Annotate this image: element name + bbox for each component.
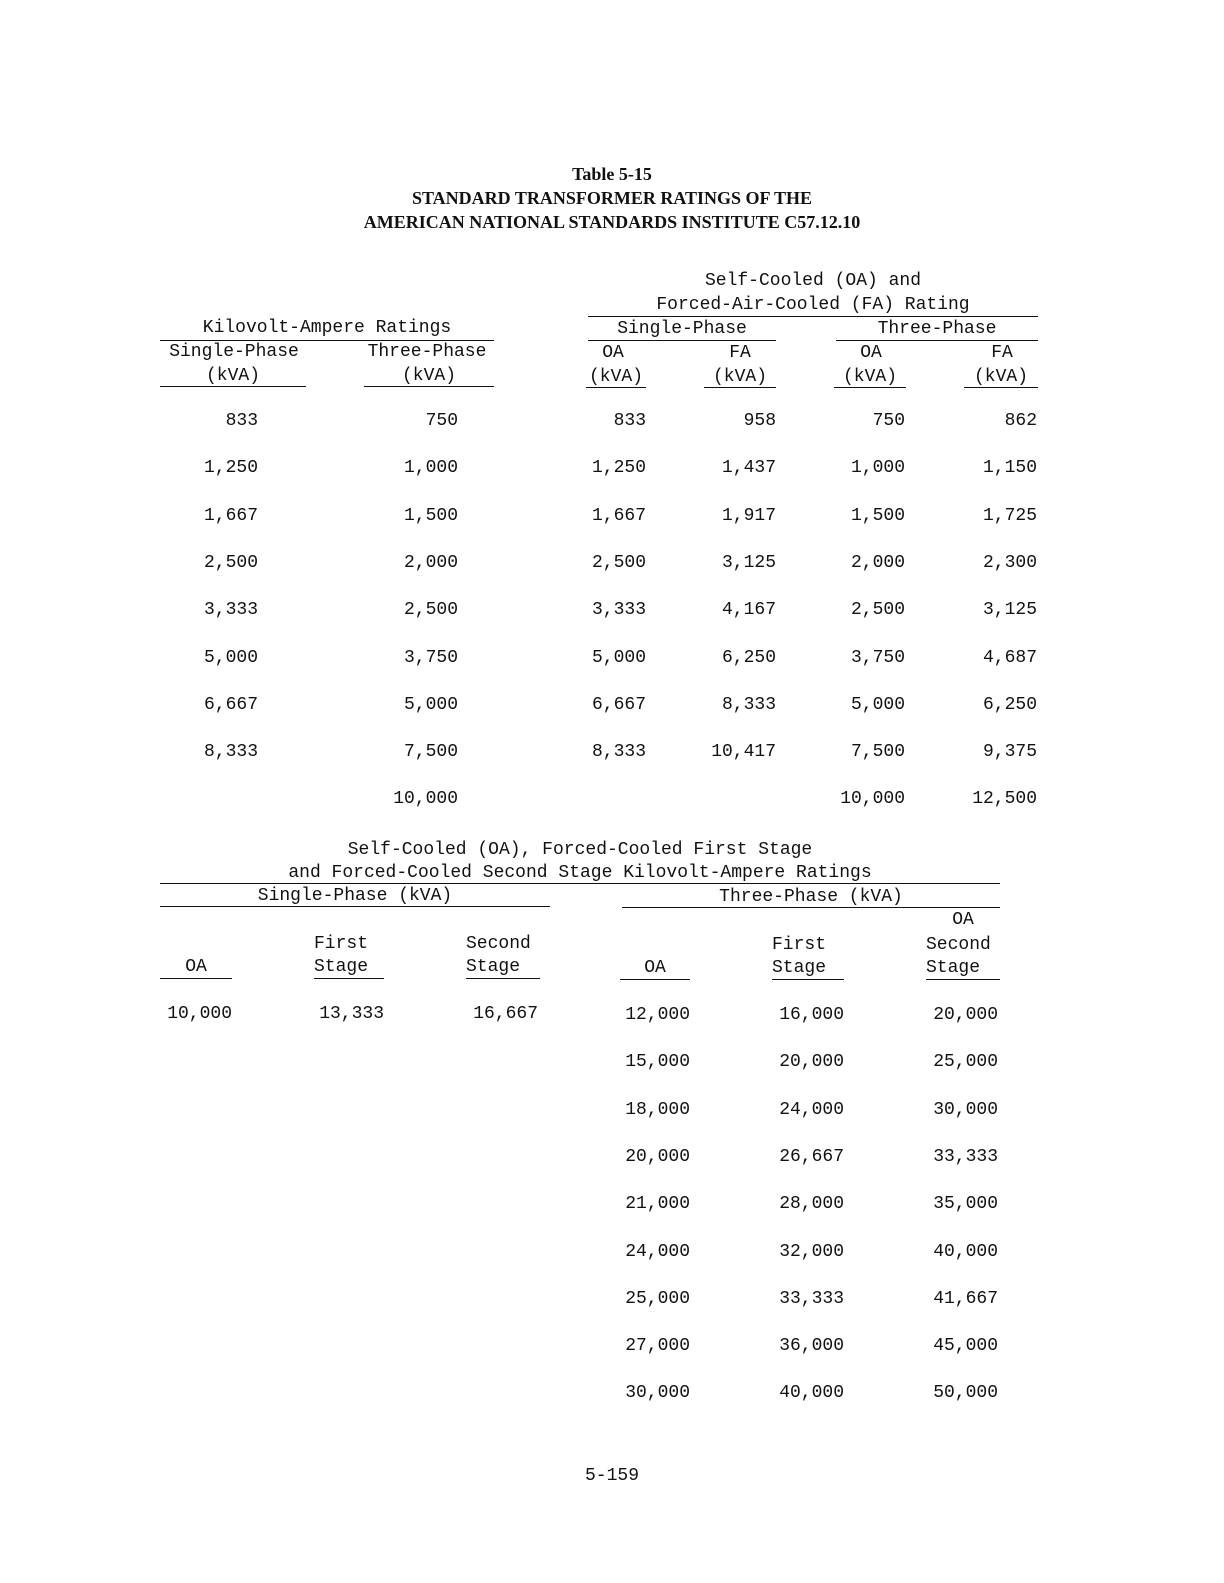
- table1-unit-5: (kVA): [842, 367, 897, 387]
- table2-col-rule-4: [620, 979, 690, 980]
- table2-three-cell: 35,000: [933, 1194, 998, 1215]
- table1-cell: 1,500: [403, 505, 458, 526]
- table2-left-group: Single-Phase (kVA): [257, 886, 453, 906]
- table1-cell: 1,150: [982, 458, 1037, 479]
- table2-three-cell: 15,000: [625, 1052, 690, 1073]
- table2-three-cell: 24,000: [779, 1099, 844, 1120]
- table2-three-cell: 36,000: [779, 1336, 844, 1357]
- table1-right-group-line1: Self-Cooled (OA) and: [704, 271, 922, 291]
- table2-col-first-top-1: First: [314, 934, 369, 954]
- table2-single-cell: 13,333: [319, 1004, 384, 1024]
- table2-three-cell: 12,000: [625, 1005, 690, 1025]
- table1-sub-three-rule: [836, 340, 1038, 341]
- table2-col-second-top-1: Second: [466, 934, 531, 954]
- table1-cell: 1,917: [721, 505, 776, 526]
- table1-cell: 3,333: [591, 600, 646, 621]
- table2-right-group-rule: [622, 907, 1000, 908]
- table1-cell: 5,000: [403, 694, 458, 715]
- table1-cell: 1,667: [591, 505, 646, 526]
- table1-cell: 750: [425, 411, 458, 431]
- table2-three-cell: 21,000: [625, 1194, 690, 1215]
- table1-cell: 1,500: [850, 505, 905, 526]
- table1-cell: 6,250: [721, 647, 776, 668]
- table1-cell: 1,000: [850, 458, 905, 479]
- table2-three-cell: 30,000: [933, 1099, 998, 1120]
- table1-cell: 7,500: [850, 742, 905, 763]
- table2-single-cell: 10,000: [167, 1004, 232, 1024]
- table2-three-cell: 20,000: [625, 1146, 690, 1167]
- table2-col-rule-3: [466, 978, 540, 979]
- table1-cell: 2,500: [591, 552, 646, 573]
- table2-three-cell: 45,000: [933, 1336, 998, 1357]
- table2-col-stage-4: Stage: [926, 958, 981, 978]
- table1-cell: 10,000: [840, 789, 905, 810]
- table1-cell: 1,437: [721, 458, 776, 479]
- table1-cell: 5,000: [203, 647, 258, 668]
- table1-cell: 6,667: [591, 694, 646, 715]
- table1-unit-2: (kVA): [401, 366, 456, 386]
- table1-unit-4: (kVA): [712, 367, 767, 387]
- table1-cell: 6,667: [203, 694, 258, 715]
- table1-sub-single: Single-Phase: [617, 319, 747, 339]
- table1-cell: 3,333: [203, 600, 258, 621]
- table2-three-cell: 27,000: [625, 1336, 690, 1357]
- table1-cell: 1,000: [403, 458, 458, 479]
- table1-cell: 3,125: [982, 600, 1037, 621]
- table1-cell: 3,125: [721, 552, 776, 573]
- table1-cell: 958: [743, 411, 776, 431]
- table2-three-cell: 40,000: [779, 1383, 844, 1404]
- table2-col-stage-2: Stage: [466, 957, 521, 977]
- table1-unit-rule-6: [964, 387, 1038, 388]
- table2-three-cell: 33,333: [779, 1288, 844, 1309]
- table1-col-fa-1: FA: [729, 343, 751, 363]
- table1-cell: 833: [613, 411, 646, 431]
- table1-cell: 3,750: [850, 647, 905, 668]
- table1-cell: 10,417: [711, 742, 776, 763]
- table1-unit-6: (kVA): [973, 367, 1028, 387]
- table1-sub-three: Three-Phase: [877, 319, 997, 339]
- table2-col-oa-2: OA: [644, 958, 666, 978]
- table1-cell: 2,000: [403, 552, 458, 573]
- table1-cell: 2,000: [850, 552, 905, 573]
- table1-unit-rule-3: [586, 387, 646, 388]
- table1-sub-single-rule: [588, 340, 776, 341]
- table-number: Table 5-15: [572, 164, 652, 184]
- table1-unit-3: (kVA): [588, 367, 643, 387]
- table1-col-oa-1: OA: [602, 343, 624, 363]
- table2-col-rule-2: [314, 978, 384, 979]
- table2-three-cell: 33,333: [933, 1146, 998, 1167]
- table1-cell: 833: [225, 411, 258, 431]
- table2-right-group: Three-Phase (kVA): [719, 887, 903, 907]
- table2-three-cell: 25,000: [933, 1052, 998, 1073]
- table-title-line-1: STANDARD TRANSFORMER RATINGS OF THE: [411, 188, 813, 208]
- table2-three-cell: 28,000: [779, 1194, 844, 1215]
- table2-three-cell: 20,000: [779, 1052, 844, 1073]
- table2-col-first-top-2: First: [772, 935, 827, 955]
- table1-right-group-line2: Forced-Air-Cooled (FA) Rating: [656, 295, 970, 315]
- table2-col-stage-3: Stage: [772, 958, 827, 978]
- table1-cell: 3,750: [403, 647, 458, 668]
- table1-cell: 10,000: [393, 789, 458, 810]
- table1-cell: 2,300: [982, 552, 1037, 573]
- table1-cell: 9,375: [982, 742, 1037, 763]
- table1-cell: 5,000: [850, 694, 905, 715]
- table1-cell: 750: [872, 411, 905, 431]
- table1-cell: 1,250: [203, 458, 258, 479]
- table2-three-cell: 20,000: [933, 1005, 998, 1025]
- table2-col-rule-5: [772, 979, 844, 980]
- table1-cell: 5,000: [591, 647, 646, 668]
- table2-three-cell: 24,000: [625, 1241, 690, 1262]
- table1-right-group-rule: [588, 316, 1038, 317]
- table1-left-group-rule: [160, 340, 494, 341]
- table2-three-cell: 32,000: [779, 1241, 844, 1262]
- table1-left-group: Kilovolt-Ampere Ratings: [202, 318, 452, 338]
- table1-cell: 2,500: [850, 600, 905, 621]
- table2-three-cell: 16,000: [779, 1005, 844, 1025]
- table1-cell: 4,167: [721, 600, 776, 621]
- table2-three-cell: 18,000: [625, 1099, 690, 1120]
- table1-unit-rule-5: [834, 387, 906, 388]
- table1-unit-1: (kVA): [205, 366, 260, 386]
- page-number: 5-159: [584, 1466, 639, 1486]
- table1-cell: 4,687: [982, 647, 1037, 668]
- table2-three-cell: 26,667: [779, 1146, 844, 1167]
- table1-col-three: Three-Phase: [367, 342, 487, 362]
- table2-three-cell: 30,000: [625, 1383, 690, 1404]
- table1-col-oa-2: OA: [860, 343, 882, 363]
- table1-cell: 862: [1004, 411, 1037, 431]
- table1-unit-rule-1: [160, 386, 306, 387]
- table2-title-line1: Self-Cooled (OA), Forced-Cooled First Stage: [347, 840, 813, 860]
- table2-left-group-rule: [160, 906, 550, 907]
- table2-three-cell: 50,000: [933, 1383, 998, 1404]
- table1-cell: 6,250: [982, 694, 1037, 715]
- table1-cell: 1,667: [203, 505, 258, 526]
- table2-title-rule: [160, 883, 1000, 884]
- table1-col-fa-2: FA: [991, 343, 1013, 363]
- table2-col-stage-1: Stage: [314, 957, 369, 977]
- table2-col-rule-6: [926, 979, 1000, 980]
- table1-cell: 2,500: [403, 600, 458, 621]
- table1-cell: 8,333: [203, 742, 258, 763]
- table2-title-line2: and Forced-Cooled Second Stage Kilovolt-Ampere Ratings: [288, 863, 872, 883]
- table2-three-cell: 40,000: [933, 1241, 998, 1262]
- table1-cell: 2,500: [203, 552, 258, 573]
- table1-cell: 7,500: [403, 742, 458, 763]
- table1-unit-rule-4: [704, 387, 776, 388]
- table2-col-oa-top: OA: [952, 910, 974, 930]
- table2-three-cell: 41,667: [933, 1288, 998, 1309]
- table2-col-oa-1: OA: [185, 957, 207, 977]
- table1-col-single: Single-Phase: [169, 342, 299, 362]
- table1-cell: 1,725: [982, 505, 1037, 526]
- table1-cell: 1,250: [591, 458, 646, 479]
- table2-col-second-top-2: Second: [926, 935, 991, 955]
- table2-single-cell: 16,667: [473, 1004, 538, 1024]
- table1-cell: 12,500: [972, 789, 1037, 810]
- table1-cell: 8,333: [721, 694, 776, 715]
- table-title-line-2: AMERICAN NATIONAL STANDARDS INSTITUTE C57.12.10: [363, 212, 861, 232]
- table2-col-rule-1: [160, 978, 232, 979]
- table2-three-cell: 25,000: [625, 1288, 690, 1309]
- table1-cell: 8,333: [591, 742, 646, 763]
- table1-unit-rule-2: [364, 386, 494, 387]
